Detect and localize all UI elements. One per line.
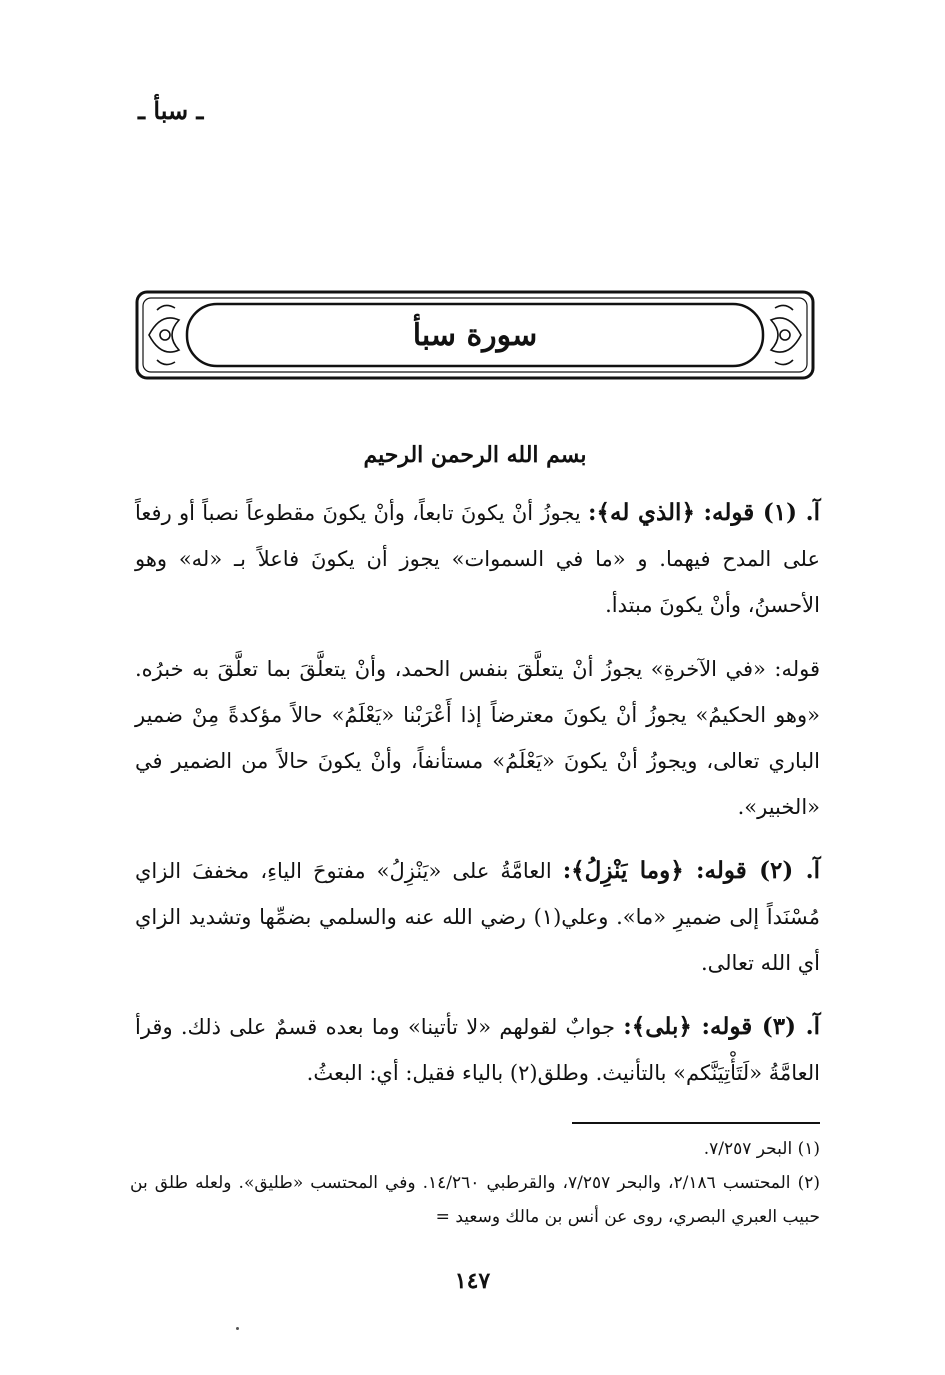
- footnote: (٢) المحتسب ٢/١٨٦، والبحر ٧/٢٥٧، والقرطبي ١٤/٢٦٠. وفي المحتسب «طليق». ولعله طلق بن حبيب العبري البصري، روى عن أنس بن مالك وسعيد =: [130, 1173, 821, 1227]
- footnote: (١) البحر ٧/٢٥٧.: [703, 1139, 820, 1159]
- main-text: [135, 490, 820, 1114]
- running-header: ـ سبأ ـ: [138, 96, 204, 125]
- paragraph: [135, 848, 820, 986]
- basmala: بسم الله الرحمن الرحيم: [363, 442, 587, 468]
- footnote-divider: [572, 1122, 820, 1124]
- scan-speck: [236, 1327, 239, 1330]
- verse-lead: آ. (١) قوله: ﴿الذي له﴾:: [588, 499, 820, 526]
- paragraph: [135, 490, 820, 628]
- footnotes: [130, 1132, 820, 1234]
- paragraph-text: العامَّةُ على «يَنْزِلُ» مفتوحَ الياءِ، مخففَ الزاي مُسْنَداً إلى ضميرِ «ما». وعلي(١) رضي الله عنه والسلمي بضمِّها وتشديد الزاي أي الله تعالى.: [135, 859, 820, 975]
- surah-title-frame: [135, 290, 815, 380]
- verse-lead: آ. (٢) قوله: ﴿وما يَنْزِلُ﴾:: [562, 857, 820, 884]
- verse-lead: آ. (٣) قوله: ﴿بلى﴾:: [623, 1013, 820, 1040]
- paragraph-text: قوله: «في الآخرةِ» يجوزُ أنْ يتعلَّقَ بنفس الحمد، وأنْ يتعلَّقَ بما تعلَّقَ به خبرُه. «وهو الحكيمُ» يجوزُ أنْ يكونَ معترضاً إذا أَعْرَبْنا «يَعْلَمُ» حالاً مؤكدةً مِنْ ضمير الباري تعالى، ويجوزُ أنْ يكونَ «يَعْلَمُ» مستأنفاً، وأنْ يكونَ حالاً من الضمير في «الخبير».: [135, 657, 820, 819]
- paragraph: [135, 1004, 820, 1096]
- surah-title: سورة سبأ: [412, 317, 538, 353]
- page-number: ١٤٧: [454, 1268, 491, 1294]
- paragraph-text: جوابٌ لقولهم «لا تأتينا» وما بعده قسمٌ على ذلك. وقرأ العامَّةُ «لَتَأْتِيَنَّكم» بالتأنيث. وطلق(٢) بالياء فقيل: أي: البعثُ.: [135, 1015, 820, 1085]
- paragraph: [135, 646, 820, 830]
- paragraph-text: يجوزُ أنْ يكونَ تابعاً، وأنْ يكونَ مقطوعاً نصباً أو رفعاً على المدح فيهما. و «ما في السموات» يجوز أن يكونَ فاعلاً بـ «له» وهو الأحسنُ، وأنْ يكونَ مبتدأ.: [135, 501, 820, 617]
